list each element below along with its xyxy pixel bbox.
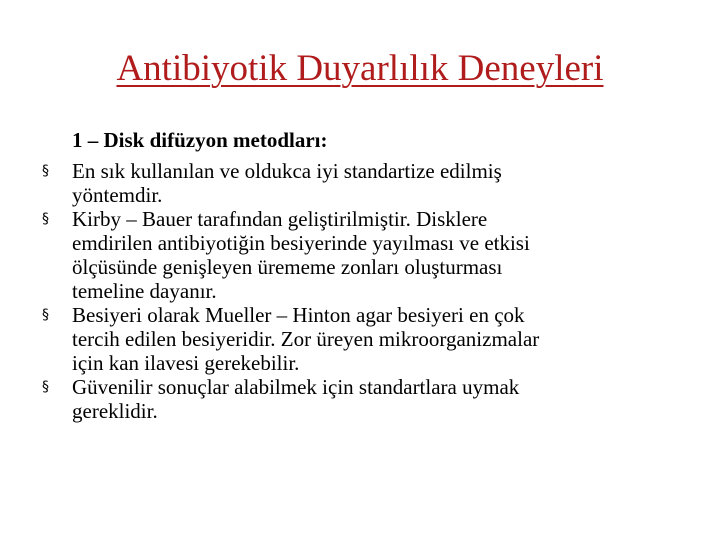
bullet-text-line: ölçüsünde genişleyen ürememe zonları oluşturması <box>72 255 503 279</box>
bullet-text-line: En sık kullanılan ve oldukca iyi standartize edilmiş <box>72 159 502 183</box>
slide-subtitle: 1 – Disk difüzyon metodları: <box>72 128 328 152</box>
square-bullet-icon: § <box>42 379 49 395</box>
bullet-text-line: Besiyeri olarak Mueller – Hinton agar besiyeri en çok <box>72 303 525 327</box>
square-bullet-icon: § <box>42 307 49 323</box>
bullet-text-line: emdirilen antibiyotiğin besiyerinde yayılması ve etkisi <box>72 231 530 255</box>
bullet-item <box>42 375 682 423</box>
slide-title: Antibiyotik Duyarlılık Deneyleri <box>116 48 604 89</box>
bullet-text-line: gereklidir. <box>72 399 158 423</box>
bullet-text-line: temeline dayanır. <box>72 279 217 303</box>
bullet-text-line: tercih edilen besiyeridir. Zor üreyen mikroorganizmalar <box>72 327 540 351</box>
bullet-item <box>42 207 682 303</box>
bullet-text-line: Kirby – Bauer tarafından geliştirilmiştir. Disklere <box>72 207 488 231</box>
bullet-text-line: yöntemdir. <box>72 183 163 207</box>
bullet-text-line: Güvenilir sonuçlar alabilmek için standartlara uymak <box>72 375 520 399</box>
bullet-list <box>42 159 682 423</box>
bullet-text-line: için kan ilavesi gerekebilir. <box>72 351 300 375</box>
square-bullet-icon: § <box>42 163 49 179</box>
bullet-item <box>42 159 682 207</box>
bullet-item <box>42 303 682 375</box>
square-bullet-icon: § <box>42 211 49 227</box>
